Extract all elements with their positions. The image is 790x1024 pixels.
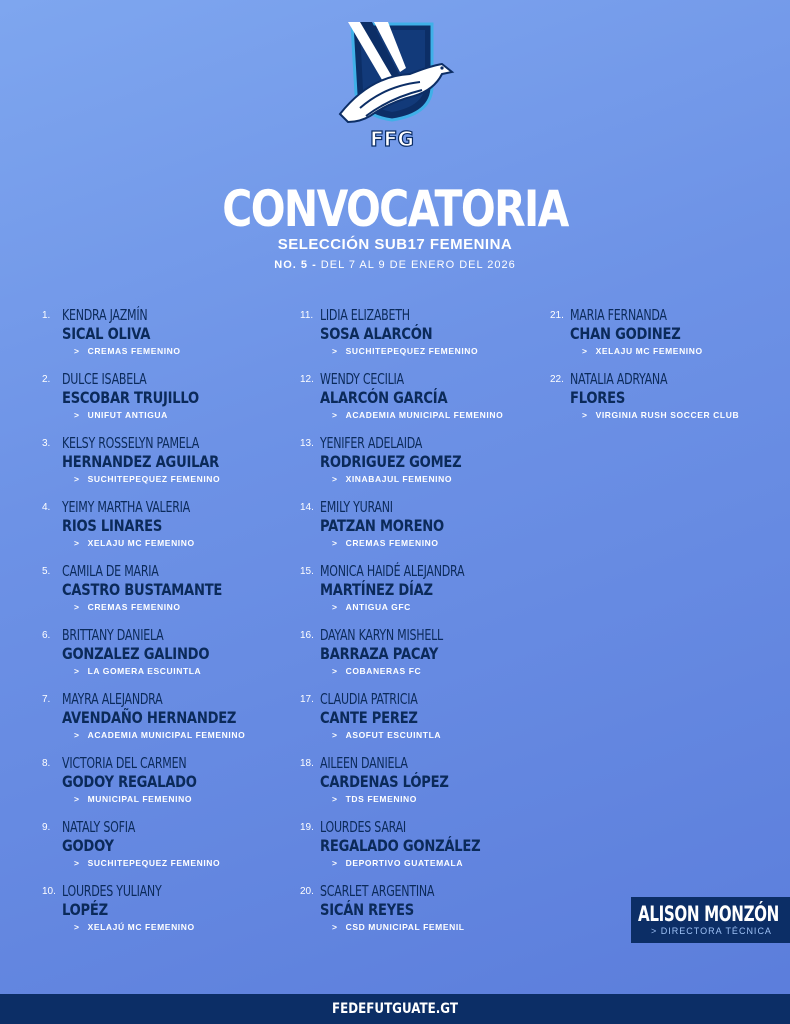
player-first-name: MARIA FERNANDA (570, 306, 667, 324)
player-entry (42, 562, 282, 622)
player-club (74, 538, 195, 548)
player-entry (42, 882, 282, 942)
player-club (74, 858, 220, 868)
player-first-name: VICTORIA DEL CARMEN (62, 754, 187, 772)
player-number: 4. (42, 502, 51, 513)
player-first-name: NATALIA ADRYANA (570, 370, 668, 388)
club-arrow: > (332, 346, 338, 356)
club-name: COBANERAS FC (345, 666, 422, 676)
player-club (332, 730, 441, 740)
website-link[interactable]: FEDEFUTGUATE.GT (332, 1001, 458, 1017)
club-arrow: > (74, 730, 80, 740)
coach-box (631, 897, 790, 943)
player-number: 13. (300, 438, 314, 449)
player-entry (42, 434, 282, 494)
player-first-name: AILEEN DANIELA (320, 754, 408, 772)
player-number: 19. (300, 822, 314, 833)
club-name: XELAJU MC FEMENINO (595, 346, 703, 356)
player-club (74, 474, 220, 484)
player-club (74, 346, 181, 356)
player-entry (550, 370, 790, 430)
player-entry (300, 562, 540, 622)
club-name: VIRGINIA RUSH SOCCER CLUB (595, 410, 740, 420)
player-last-name: GODOY REGALADO (62, 772, 197, 791)
footer (0, 994, 790, 1024)
player-last-name: ALARCÓN GARCÍA (320, 388, 448, 407)
player-first-name: YEIMY MARTHA VALERIA (62, 498, 190, 516)
player-first-name: KENDRA JAZMÍN (62, 306, 148, 324)
player-number: 14. (300, 502, 314, 513)
club-name: SUCHITEPEQUEZ FEMENINO (87, 858, 221, 868)
player-club (74, 730, 245, 740)
club-arrow: > (332, 730, 338, 740)
player-entry (300, 306, 540, 366)
club-name: CSD MUNICIPAL FEMENIL (345, 922, 465, 932)
player-first-name: KELSY ROSSELYN PAMELA (62, 434, 200, 452)
player-first-name: WENDY CECILIA (320, 370, 404, 388)
player-last-name: RODRIGUEZ GOMEZ (320, 452, 462, 471)
player-first-name: SCARLET ARGENTINA (320, 882, 435, 900)
player-entry (300, 818, 540, 878)
player-last-name: SICAL OLIVA (62, 324, 151, 343)
player-number: 16. (300, 630, 314, 641)
date-range: DEL 7 AL 9 DE ENERO DEL 2026 (320, 259, 516, 271)
club-arrow: > (332, 922, 338, 932)
club-arrow: > (74, 794, 80, 804)
player-last-name: MARTÍNEZ DÍAZ (320, 580, 433, 599)
club-name: UNIFUT ANTIGUA (87, 410, 168, 420)
player-club (74, 410, 168, 420)
player-club (74, 602, 181, 612)
club-arrow: > (74, 922, 80, 932)
player-last-name: FLORES (570, 388, 626, 407)
club-name: CREMAS FEMENINO (87, 602, 181, 612)
player-club (332, 666, 421, 676)
player-club (74, 666, 201, 676)
coach-last-name: MONZÓN (704, 902, 779, 926)
player-club (332, 410, 503, 420)
club-arrow: > (332, 666, 338, 676)
club-arrow: > (74, 474, 80, 484)
club-name: DEPORTIVO GUATEMALA (345, 858, 464, 868)
club-name: XINABAJUL FEMENINO (345, 474, 453, 484)
player-last-name: CANTE PEREZ (320, 708, 418, 727)
player-entry (300, 690, 540, 750)
player-club (332, 602, 411, 612)
player-club (332, 474, 452, 484)
player-number: 17. (300, 694, 314, 705)
player-number: 9. (42, 822, 51, 833)
player-number: 22. (550, 374, 564, 385)
player-number: 15. (300, 566, 314, 577)
call-dates (0, 259, 790, 271)
player-number: 5. (42, 566, 51, 577)
coach-name (638, 902, 779, 926)
player-last-name: SICÁN REYES (320, 900, 414, 919)
club-arrow: > (332, 602, 338, 612)
player-first-name: YENIFER ADELAIDA (320, 434, 423, 452)
player-last-name: GODOY (62, 836, 114, 855)
player-entry (42, 754, 282, 814)
player-entry (42, 498, 282, 558)
club-arrow: > (332, 410, 338, 420)
club-name: CREMAS FEMENINO (87, 346, 181, 356)
player-last-name: CASTRO BUSTAMANTE (62, 580, 223, 599)
player-number: 2. (42, 374, 51, 385)
player-number: 12. (300, 374, 314, 385)
club-name: ACADEMIA MUNICIPAL FEMENINO (345, 410, 504, 420)
player-entry (42, 690, 282, 750)
player-last-name: HERNANDEZ AGUILAR (62, 452, 219, 471)
player-club (332, 922, 465, 932)
player-club (74, 922, 195, 932)
club-arrow: > (74, 538, 80, 548)
club-arrow: > (74, 858, 80, 868)
club-arrow: > (332, 794, 338, 804)
player-entry (42, 818, 282, 878)
player-number: 11. (300, 310, 314, 321)
player-club (332, 858, 463, 868)
player-last-name: SOSA ALARCÓN (320, 324, 433, 343)
club-name: TDS FEMENINO (345, 794, 418, 804)
player-last-name: BARRAZA PACAY (320, 644, 439, 663)
club-name: SUCHITEPEQUEZ FEMENINO (345, 346, 479, 356)
player-first-name: NATALY SOFIA (62, 818, 136, 836)
player-number: 18. (300, 758, 314, 769)
player-last-name: REGALADO GONZÁLEZ (320, 836, 481, 855)
club-arrow: > (74, 666, 80, 676)
player-number: 10. (42, 886, 56, 897)
ffg-logo (330, 16, 460, 151)
player-club (74, 794, 192, 804)
player-last-name: LOPÉZ (62, 900, 108, 919)
call-number: NO. 5 - (274, 259, 317, 271)
player-first-name: MONICA HAIDÉ ALEJANDRA (320, 562, 465, 580)
player-first-name: CLAUDIA PATRICIA (320, 690, 418, 708)
coach-role: > DIRECTORA TÉCNICA (651, 926, 772, 936)
player-number: 20. (300, 886, 314, 897)
player-first-name: EMILY YURANI (320, 498, 393, 516)
club-arrow: > (74, 346, 80, 356)
club-name: MUNICIPAL FEMENINO (87, 794, 193, 804)
coach-first-name: ALISON (638, 902, 700, 926)
club-arrow: > (582, 410, 588, 420)
player-number: 8. (42, 758, 51, 769)
player-entry (42, 370, 282, 430)
player-first-name: LOURDES YULIANY (62, 882, 162, 900)
player-first-name: CAMILA DE MARIA (62, 562, 159, 580)
club-name: ACADEMIA MUNICIPAL FEMENINO (87, 730, 246, 740)
player-number: 3. (42, 438, 51, 449)
player-first-name: MAYRA ALEJANDRA (62, 690, 163, 708)
club-arrow: > (74, 410, 80, 420)
player-club (582, 410, 739, 420)
player-entry (300, 370, 540, 430)
player-last-name: RIOS LINARES (62, 516, 163, 535)
player-first-name: DULCE ISABELA (62, 370, 147, 388)
club-name: CREMAS FEMENINO (345, 538, 439, 548)
player-entry (42, 306, 282, 366)
club-arrow: > (74, 602, 80, 612)
page-title: CONVOCATORIA (222, 180, 568, 238)
player-club (332, 346, 478, 356)
player-entry (300, 434, 540, 494)
player-number: 6. (42, 630, 51, 641)
player-first-name: LIDIA ELIZABETH (320, 306, 410, 324)
player-club (332, 794, 417, 804)
club-arrow: > (582, 346, 588, 356)
player-first-name: BRITTANY DANIELA (62, 626, 164, 644)
player-number: 7. (42, 694, 51, 705)
player-first-name: DAYAN KARYN MISHELL (320, 626, 443, 644)
player-last-name: PATZAN MORENO (320, 516, 444, 535)
player-entry (300, 882, 540, 942)
player-entry (300, 754, 540, 814)
player-entry (42, 626, 282, 686)
page-subtitle: SELECCIÓN SUB17 FEMENINA (277, 236, 513, 253)
player-number: 1. (42, 310, 51, 321)
club-name: LA GOMERA ESCUINTLA (87, 666, 202, 676)
club-arrow: > (332, 858, 338, 868)
club-name: SUCHITEPEQUEZ FEMENINO (87, 474, 221, 484)
club-name: ASOFUT ESCUINTLA (345, 730, 442, 740)
player-number: 21. (550, 310, 564, 321)
logo-text: FFG (370, 127, 414, 151)
player-entry (300, 626, 540, 686)
player-last-name: ESCOBAR TRUJILLO (62, 388, 199, 407)
club-name: XELAJU MC FEMENINO (87, 538, 195, 548)
player-last-name: GONZALEZ GALINDO (62, 644, 210, 663)
player-entry (550, 306, 790, 366)
club-arrow: > (332, 474, 338, 484)
club-name: XELAJÚ MC FEMENINO (87, 922, 195, 932)
player-entry (300, 498, 540, 558)
player-first-name: LOURDES SARAI (320, 818, 406, 836)
player-last-name: AVENDAÑO HERNANDEZ (62, 708, 237, 727)
player-last-name: CARDENAS LÓPEZ (320, 772, 449, 791)
player-club (582, 346, 703, 356)
club-name: ANTIGUA GFC (345, 602, 411, 612)
player-last-name: CHAN GODINEZ (570, 324, 681, 343)
club-arrow: > (332, 538, 338, 548)
player-club (332, 538, 439, 548)
